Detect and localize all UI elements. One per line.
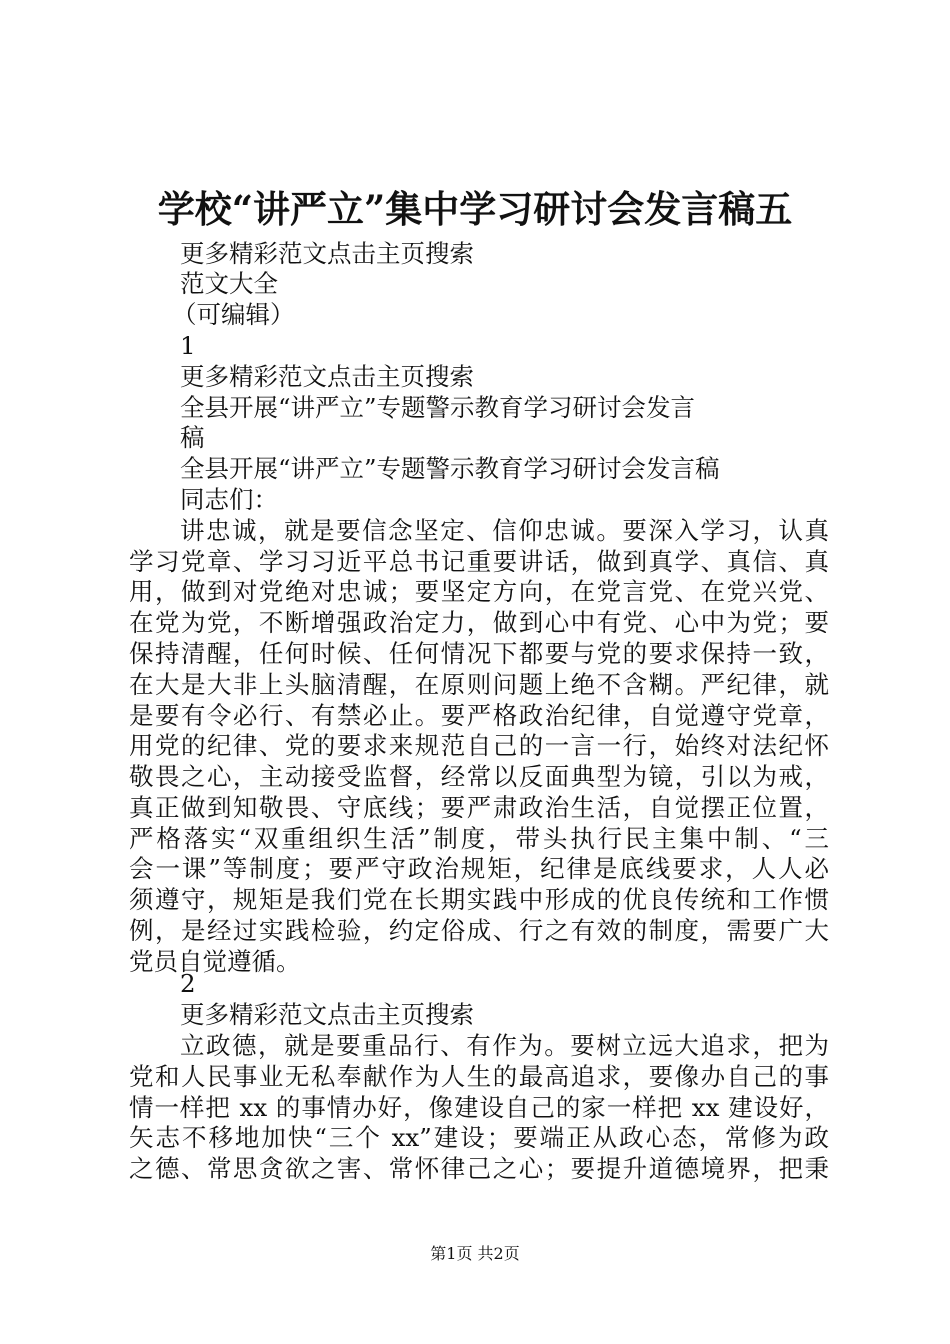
paragraph-1-line: 真正做到知敬畏、守底线；要严肃政治生活，自觉摆正位置，: [129, 793, 829, 822]
page-marker-1: 1: [180, 331, 196, 360]
paragraph-2-line: 之德、常思贪欲之害、常怀律己之心；要提升道德境界，把秉: [129, 1154, 829, 1183]
editable-note: （可编辑）: [172, 300, 295, 329]
paragraph-1-line: 保持清醒，任何时候、任何情况下都要与党的要求保持一致，: [129, 639, 829, 668]
paragraph-2-line: 矢志不移地加快“三个 xx”建设；要端正从政心态，常修为政: [129, 1123, 829, 1152]
paragraph-1-line: 是要有令必行、有禁必止。要严格政治纪律，自觉遵守党章，: [129, 701, 829, 730]
page-footer: 第1页 共2页: [430, 1244, 520, 1263]
paragraph-2-line: 立政德，就是要重品行、有作为。要树立远大追求，把为: [180, 1031, 829, 1060]
paragraph-1-line: 学习党章、学习习近平总书记重要讲话，做到真学、真信、真: [129, 547, 829, 576]
paragraph-1-line: 例，是经过实践检验，约定俗成、行之有效的制度，需要广大: [129, 916, 829, 945]
search-hint-line: 更多精彩范文点击主页搜索: [180, 1000, 474, 1029]
subtitle-line-cont: 稿: [180, 423, 205, 452]
category-line: 范文大全: [180, 269, 278, 298]
paragraph-1-line: 用，做到对党绝对忠诚；要坚定方向，在党言党、在党兴党、: [129, 577, 829, 606]
paragraph-1-line: 讲忠诚，就是要信念坚定、信仰忠诚。要深入学习，认真: [180, 516, 829, 545]
document-title: 学校“讲严立”集中学习研讨会发言稿五: [157, 187, 793, 231]
paragraph-1-line: 敬畏之心，主动接受监督，经常以反面典型为镜，引以为戒，: [129, 762, 829, 791]
search-hint-line: 更多精彩范文点击主页搜索: [180, 239, 474, 268]
paragraph-1-line: 严格落实“双重组织生活”制度，带头执行民主集中制、“三: [129, 824, 829, 853]
paragraph-1-line: 在大是大非上头脑清醒，在原则问题上绝不含糊。严纪律，就: [129, 670, 829, 699]
paragraph-2-line: 情一样把 xx 的事情办好，像建设自己的家一样把 xx 建设好，: [129, 1093, 829, 1122]
salutation: 同志们：: [180, 485, 278, 514]
paragraph-1-line: 须遵守，规矩是我们党在长期实践中形成的优良传统和工作惯: [129, 885, 829, 914]
paragraph-1-line: 会一课”等制度；要严守政治规矩，纪律是底线要求，人人必: [129, 854, 829, 883]
paragraph-2-line: 党和人民事业无私奉献作为人生的最高追求，要像办自己的事: [129, 1062, 829, 1091]
subtitle-line: 全县开展“讲严立”专题警示教育学习研讨会发言: [180, 393, 696, 422]
page-marker-2: 2: [180, 969, 196, 998]
paragraph-1-line: 党员自觉遵循。: [129, 947, 301, 976]
subtitle-full-line: 全县开展“讲严立”专题警示教育学习研讨会发言稿: [180, 454, 720, 483]
paragraph-1-line: 用党的纪律、党的要求来规范自己的一言一行，始终对法纪怀: [129, 731, 829, 760]
search-hint-line: 更多精彩范文点击主页搜索: [180, 362, 474, 391]
paragraph-1-line: 在党为党，不断增强政治定力，做到心中有党、心中为党；要: [129, 608, 829, 637]
